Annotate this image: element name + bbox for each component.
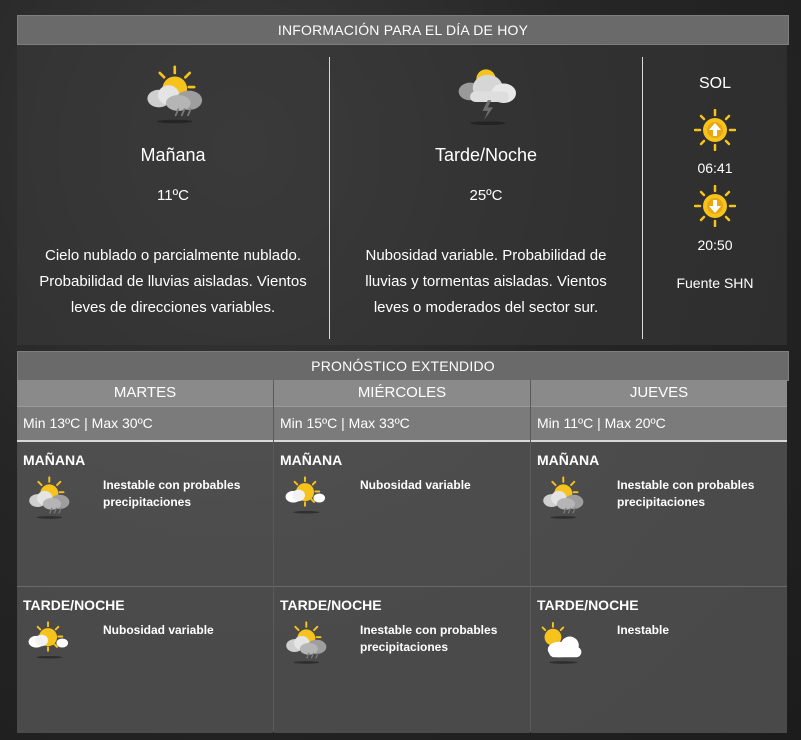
sun-cloud-rain-icon (23, 476, 73, 520)
day-minmax: Min 15ºC | Max 33ºC (274, 407, 530, 442)
morning-slot (274, 442, 530, 586)
sun-title: SOL (698, 75, 731, 92)
slot-label: MAÑANA (280, 452, 343, 468)
sun-cloud-storm-icon (448, 65, 524, 125)
source-label: Fuente SHN (676, 275, 754, 291)
evening-slot (274, 586, 530, 733)
sun-panel (643, 45, 787, 345)
slot-label: MAÑANA (537, 452, 600, 468)
period-title: Mañana (140, 145, 206, 165)
extended-forecast (17, 380, 787, 732)
sun-cloud-rain-icon (537, 476, 587, 520)
day-column-martes (17, 380, 273, 732)
day-minmax: Min 13ºC | Max 30ºC (17, 407, 273, 442)
evening-slot (17, 586, 273, 733)
today-header: INFORMACIÓN PARA EL DÍA DE HOY (17, 15, 789, 45)
slot-description: Inestable (617, 623, 670, 637)
sun-cloud-rain-icon (280, 621, 330, 665)
day-name: JUEVES (531, 380, 787, 407)
period-description: Cielo nublado o parcialmente nublado. Probabilidad de lluvias aisladas. Vientos leves de direcciones variables. (39, 247, 307, 316)
sun-big-cloud-icon (537, 621, 587, 665)
slot-description: Inestable con probables precipitaciones (360, 623, 498, 654)
period-title: Tarde/Noche (434, 145, 538, 165)
day-name: MIÉRCOLES (274, 380, 530, 407)
day-name: MARTES (17, 380, 273, 407)
slot-description: Nubosidad variable (103, 623, 214, 637)
sunrise-icon (694, 109, 736, 151)
period-temp: 11ºC (157, 187, 189, 204)
day-column-miercoles (274, 380, 530, 732)
slot-description: Nubosidad variable (360, 478, 471, 492)
slot-label: MAÑANA (23, 452, 86, 468)
sunset-icon (694, 185, 736, 227)
sunset-time: 20:50 (697, 237, 733, 253)
day-minmax: Min 11ºC | Max 20ºC (531, 407, 787, 442)
evening-slot (531, 586, 787, 733)
today-panel (17, 45, 787, 345)
morning-slot (531, 442, 787, 586)
today-evening (330, 45, 642, 345)
slot-description: Inestable con probables precipitaciones (103, 478, 241, 509)
sun-cloud-icon (280, 476, 330, 520)
morning-slot (17, 442, 273, 586)
slot-label: TARDE/NOCHE (280, 597, 382, 613)
slot-description: Inestable con probables precipitaciones (617, 478, 755, 509)
extended-header: PRONÓSTICO EXTENDIDO (17, 351, 789, 381)
sunrise-time: 06:41 (697, 160, 733, 176)
today-morning (17, 45, 329, 345)
day-column-jueves (531, 380, 787, 732)
period-temp: 25ºC (469, 187, 503, 204)
sun-cloud-icon (23, 621, 73, 665)
sun-cloud-rain-icon (135, 65, 211, 125)
slot-label: TARDE/NOCHE (537, 597, 639, 613)
slot-label: TARDE/NOCHE (23, 597, 125, 613)
period-description: Nubosidad variable. Probabilidad de lluvias y tormentas aisladas. Vientos leves o moderados del sector sur. (365, 247, 607, 316)
